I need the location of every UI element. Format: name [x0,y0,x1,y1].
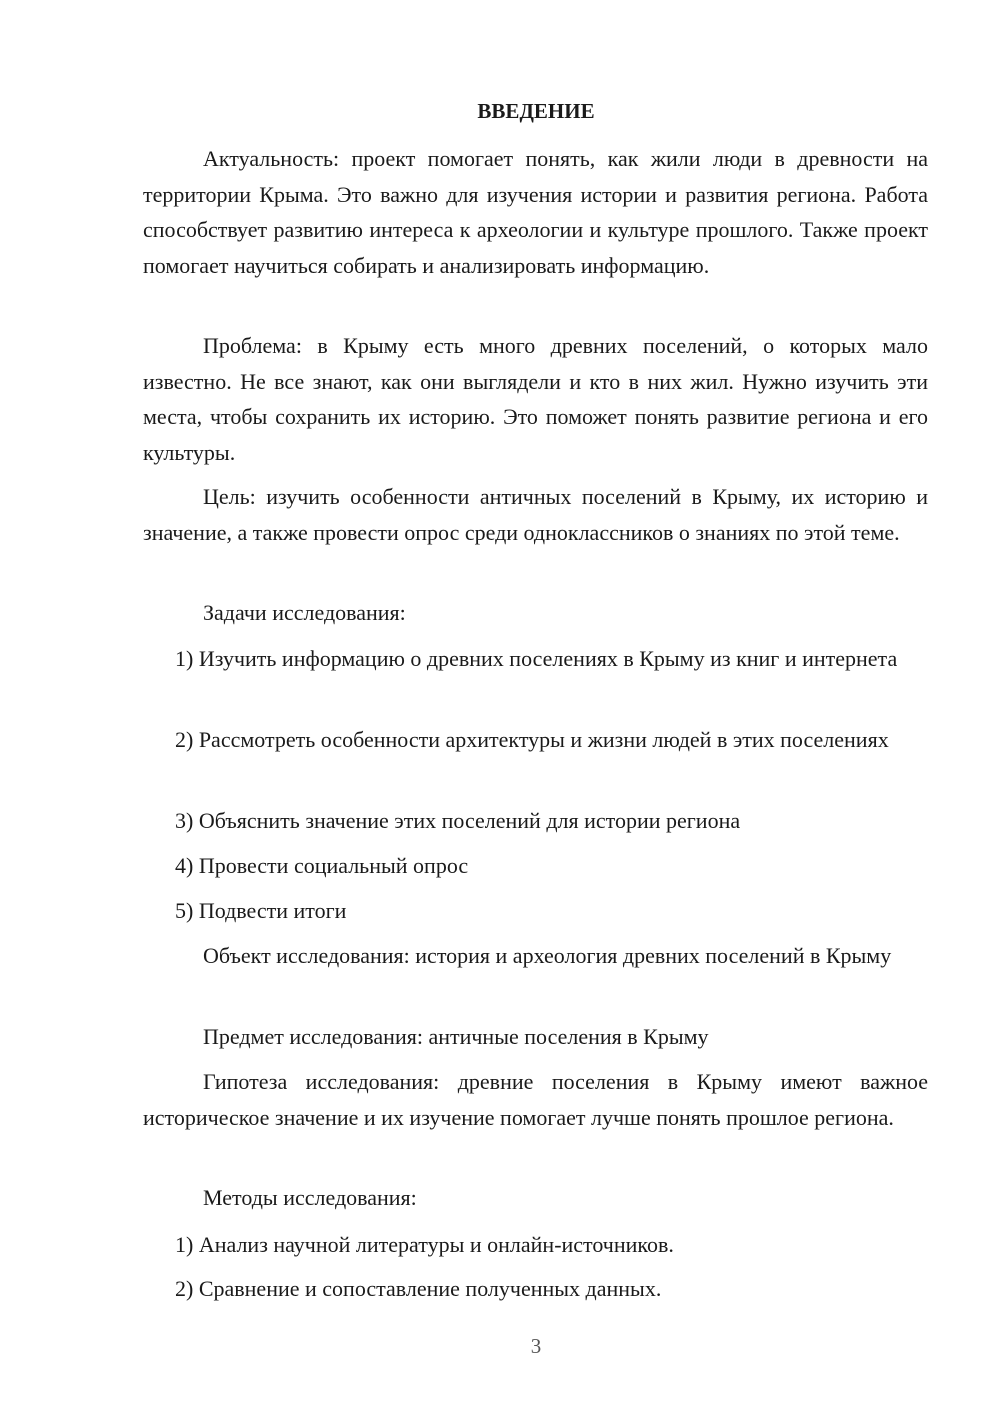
object-paragraph-block [143,938,928,974]
relevance-paragraph: Актуальность: проект помогает понять, как жили люди в древности на территории Крыма. Это важно для изучения истории и развития региона. Работа способствует развитию интереса к археологии и культуре прошлого. Также проект помогает научиться собирать и анализировать информацию. [143,146,928,278]
page-number: 3 [530,1334,542,1358]
problem-paragraph: Проблема: в Крыму есть много древних поселений, о которых мало известно. Не все знают, как они выглядели и кто в них жил. Нужно изучить эти места, чтобы сохранить их историю. Это поможет понять развитие региона и его культуры. [143,333,928,465]
page-title: ВВЕДЕНИЕ [477,99,595,123]
tasks-heading: Задачи исследования: [203,600,406,625]
task-item-3: 3) Объяснить значение этих поселений для истории региона [175,808,741,833]
task-item-4-block [143,848,928,884]
goal-paragraph-block [143,479,928,550]
task-item-4: 4) Провести социальный опрос [175,853,469,878]
goal-paragraph: Цель: изучить особенности античных поселений в Крыму, их историю и значение, а также провести опрос среди одноклассников о знаниях по этой теме. [143,484,928,545]
subject-paragraph: Предмет исследования: античные поселения в Крыму [203,1024,709,1049]
task-item-2-block [143,722,928,758]
methods-heading-block [143,1180,928,1216]
relevance-paragraph-block [143,141,928,283]
task-item-5: 5) Подвести итоги [175,898,347,923]
task-item-1-block [143,641,928,677]
hypothesis-paragraph-block [143,1064,928,1135]
subject-paragraph-block [143,1019,928,1055]
method-item-1-block [143,1227,928,1263]
method-item-2-block [143,1271,928,1307]
object-paragraph: Объект исследования: история и археология древних поселений в Крыму [203,943,892,968]
method-item-2: 2) Сравнение и сопоставление полученных данных. [175,1276,662,1301]
method-item-1: 1) Анализ научной литературы и онлайн-источников. [175,1232,674,1257]
tasks-heading-block [143,595,928,631]
task-item-3-block [143,803,928,839]
methods-heading: Методы исследования: [203,1185,417,1210]
hypothesis-paragraph: Гипотеза исследования: древние поселения в Крыму имеют важное историческое значение и их изучение помогает лучше понять прошлое региона. [143,1069,928,1130]
problem-paragraph-block [143,328,928,470]
task-item-1: 1) Изучить информацию о древних поселениях в Крыму из книг и интернета [175,646,898,671]
task-item-2: 2) Рассмотреть особенности архитектуры и жизни людей в этих поселениях [175,727,889,752]
task-item-5-block [143,893,928,929]
